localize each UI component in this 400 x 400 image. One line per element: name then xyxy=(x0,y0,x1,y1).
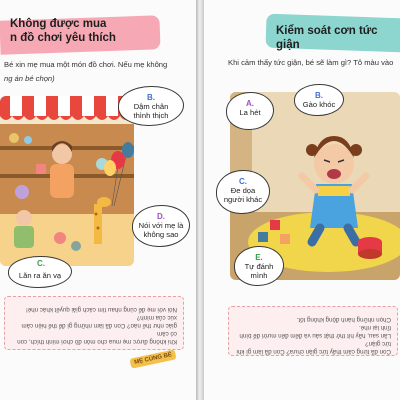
answer-option-d[interactable] xyxy=(132,205,190,247)
option-text: Gào khóc xyxy=(302,100,336,109)
option-text: Đe dọa xyxy=(230,186,256,195)
option-text: Tự đánh xyxy=(244,262,274,271)
option-text: người khác xyxy=(223,195,263,204)
option-letter: B. xyxy=(315,91,323,100)
option-text: Lăn ra ăn vạ xyxy=(18,271,62,280)
note-line: giác như thế nào? Con đã làm những gì để thể hiện cảm xúc của mình? xyxy=(21,314,177,329)
question-text: Khi cảm thấy tức giận, bé sẽ làm gì? Tô màu vào xyxy=(228,58,394,67)
option-text: La hét xyxy=(239,108,261,117)
shopkeeper xyxy=(50,141,74,198)
question-text xyxy=(4,60,194,84)
parent-note-text xyxy=(11,305,177,345)
option-letter: E. xyxy=(255,253,263,262)
crying-child xyxy=(302,136,366,242)
answer-option-b[interactable] xyxy=(118,86,184,126)
left-page xyxy=(0,0,196,400)
title-line: n đồ chơi yêu thích xyxy=(10,32,116,44)
parent-stamp: MẸ CÙNG BÉ xyxy=(129,349,176,368)
book-gutter xyxy=(196,0,204,400)
answer-option-c[interactable] xyxy=(8,256,72,288)
awning xyxy=(0,96,134,120)
option-text: không sao xyxy=(143,230,179,239)
note-line: Con đã từng cảm thấy tức giận chưa? Con đã làm gì khi tức giận? xyxy=(236,340,391,355)
toy-shop-illustration xyxy=(0,96,134,266)
option-letter: A. xyxy=(246,99,254,108)
note-line: Chọn những hành động không tốt. xyxy=(296,316,391,323)
option-letter: B. xyxy=(147,93,155,102)
question-line: ng án bé chọn) xyxy=(4,74,55,83)
parent-note-box xyxy=(4,296,184,350)
option-letter: D. xyxy=(157,212,165,221)
page-title xyxy=(10,17,116,45)
option-text: thình thịch xyxy=(133,111,169,120)
title-line: Không được mua xyxy=(10,18,107,30)
option-letter: C. xyxy=(37,259,45,268)
option-text: mình xyxy=(250,271,268,280)
option-text: Dậm chân xyxy=(133,102,169,111)
right-page xyxy=(204,0,400,400)
answer-option-e[interactable] xyxy=(234,246,284,286)
child-figure xyxy=(14,210,34,248)
parent-note-box xyxy=(228,306,398,356)
option-letter: C. xyxy=(239,177,247,186)
option-text: Nói với mẹ là xyxy=(138,221,184,230)
note-line: Lần sau, hãy hít thở thật sâu và đếm đến mười để bình tĩnh lại nhé. xyxy=(239,324,391,339)
toy-drum xyxy=(358,237,382,259)
parent-note-text xyxy=(235,315,391,355)
note-line: Nói với mẹ để cùng nhau tìm cách giải quyết khác nhé! xyxy=(26,306,177,313)
note-line: Khi không được mẹ mua cho món đồ chơi mình thích, con có cảm xyxy=(17,330,177,345)
page-title: Kiểm soát cơn tức giận xyxy=(276,25,378,51)
question-line: Bé xin mẹ mua một món đồ chơi. Nếu mẹ không xyxy=(4,60,168,69)
